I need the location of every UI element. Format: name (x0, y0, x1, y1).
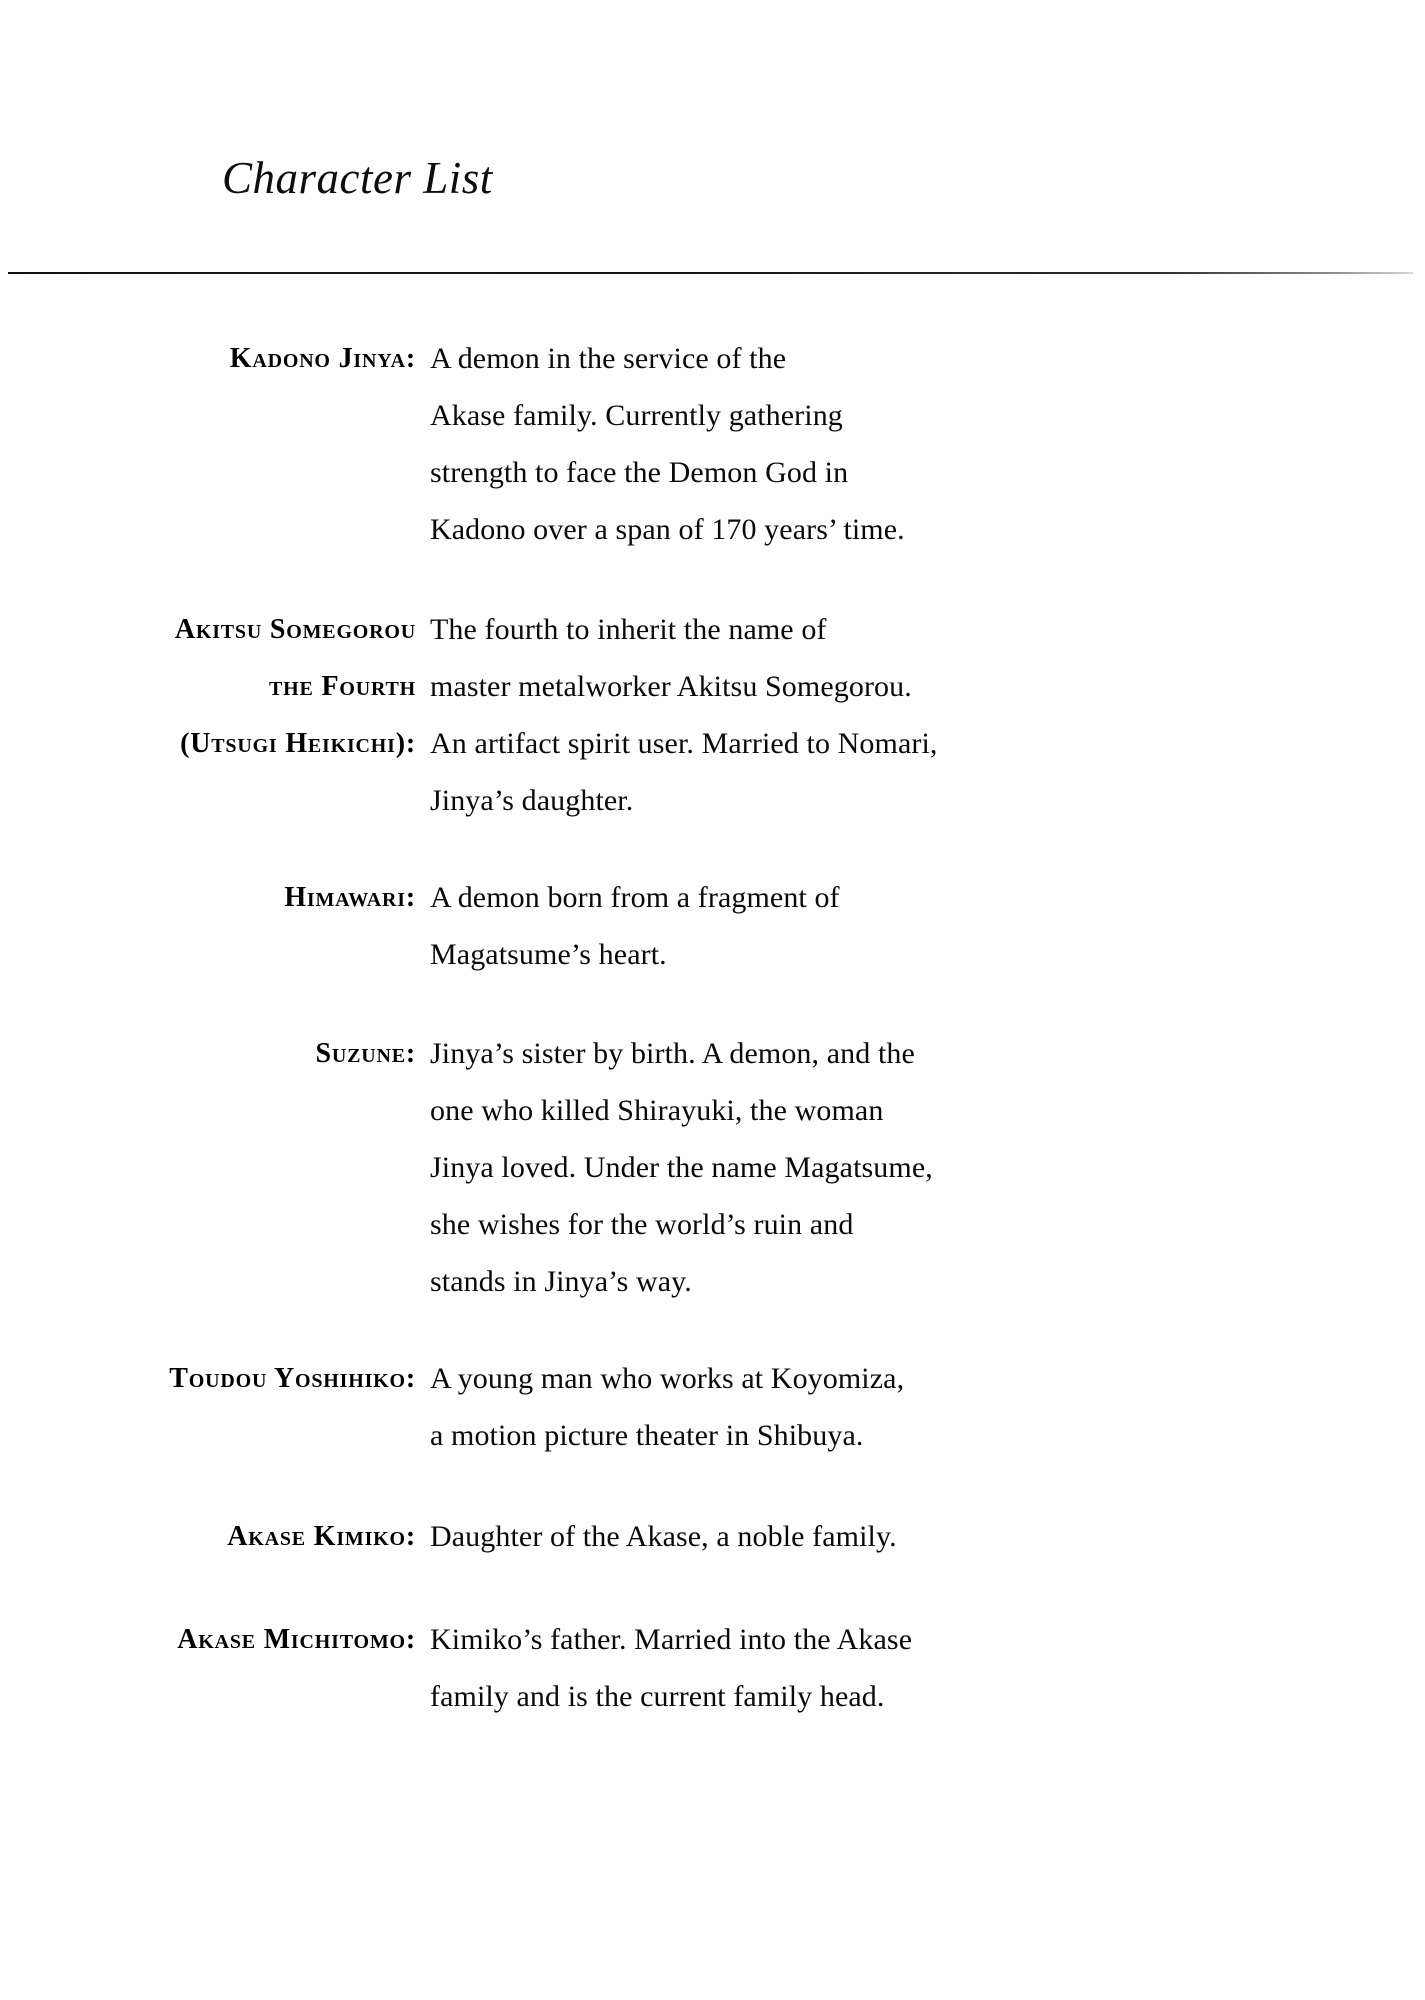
title-block (0, 150, 1425, 220)
character-name-kadono-jinya (0, 330, 430, 387)
character-name-akase-michitomo (0, 1611, 430, 1668)
character-description-line: Magatsume’s heart. (430, 938, 667, 971)
character-entry (0, 1350, 1425, 1464)
character-name-line: Suzune: (315, 1038, 416, 1069)
character-description-line: strength to face the Demon God in (430, 456, 849, 489)
character-name-line: Akase Kimiko: (227, 1521, 416, 1552)
character-description-line: Daughter of the Akase, a noble family. (430, 1520, 897, 1553)
character-description-line: Kadono over a span of 170 years’ time. (430, 513, 905, 546)
character-entry (0, 601, 1425, 829)
character-description-line: An artifact spirit user. Married to Nomari, (430, 727, 938, 760)
character-entry (0, 330, 1425, 558)
character-description-toudou-yoshihiko (430, 1350, 960, 1464)
character-entry-list (0, 330, 1425, 1725)
character-name-line: Toudou Yoshihiko: (169, 1363, 416, 1394)
character-name-himawari (0, 869, 430, 926)
character-name-toudou-yoshihiko (0, 1350, 430, 1407)
character-name-line: the Fourth (269, 671, 416, 702)
character-description-himawari (430, 869, 960, 983)
character-description-suzune (430, 1025, 960, 1310)
character-name-line: Kadono Jinya: (229, 343, 416, 374)
character-name-line: Akase Michitomo: (177, 1624, 416, 1655)
character-description-akitsu-somegorou-the-fourth (430, 601, 960, 829)
character-description-line: a motion picture theater in Shibuya. (430, 1419, 864, 1452)
character-description-line: A demon in the service of the (430, 342, 787, 375)
character-description-line: Kimiko’s father. Married into the Akase (430, 1623, 913, 1656)
character-entry (0, 869, 1425, 983)
character-description-line: Jinya’s daughter. (430, 784, 634, 817)
character-description-line: A young man who works at Koyomiza, (430, 1362, 905, 1395)
character-description-line: A demon born from a fragment of (430, 881, 840, 914)
character-description-akase-kimiko (430, 1508, 960, 1565)
character-description-kadono-jinya (430, 330, 960, 558)
character-description-line: The fourth to inherit the name of (430, 613, 827, 646)
character-description-line: stands in Jinya’s way. (430, 1265, 692, 1298)
character-name-suzune (0, 1025, 430, 1082)
character-description-line: one who killed Shirayuki, the woman (430, 1094, 884, 1127)
character-entry (0, 1508, 1425, 1565)
character-entry (0, 1025, 1425, 1310)
character-name-line: (Utsugi Heikichi): (180, 728, 416, 759)
character-description-line: family and is the current family head. (430, 1680, 885, 1713)
character-description-line: master metalworker Akitsu Somegorou. (430, 670, 912, 703)
character-name-akitsu-somegorou-the-fourth (0, 601, 430, 772)
character-description-line: Akase family. Currently gathering (430, 399, 843, 432)
character-entry (0, 1611, 1425, 1725)
character-name-akase-kimiko (0, 1508, 430, 1565)
character-description-line: Jinya’s sister by birth. A demon, and the (430, 1037, 915, 1070)
horizontal-rule-divider (8, 272, 1413, 274)
character-name-line: Akitsu Somegorou (174, 614, 416, 645)
page-title: Character List (222, 153, 493, 203)
character-name-line: Himawari: (284, 882, 416, 913)
character-description-line: she wishes for the world’s ruin and (430, 1208, 854, 1241)
character-description-akase-michitomo (430, 1611, 960, 1725)
character-description-line: Jinya loved. Under the name Magatsume, (430, 1151, 933, 1184)
